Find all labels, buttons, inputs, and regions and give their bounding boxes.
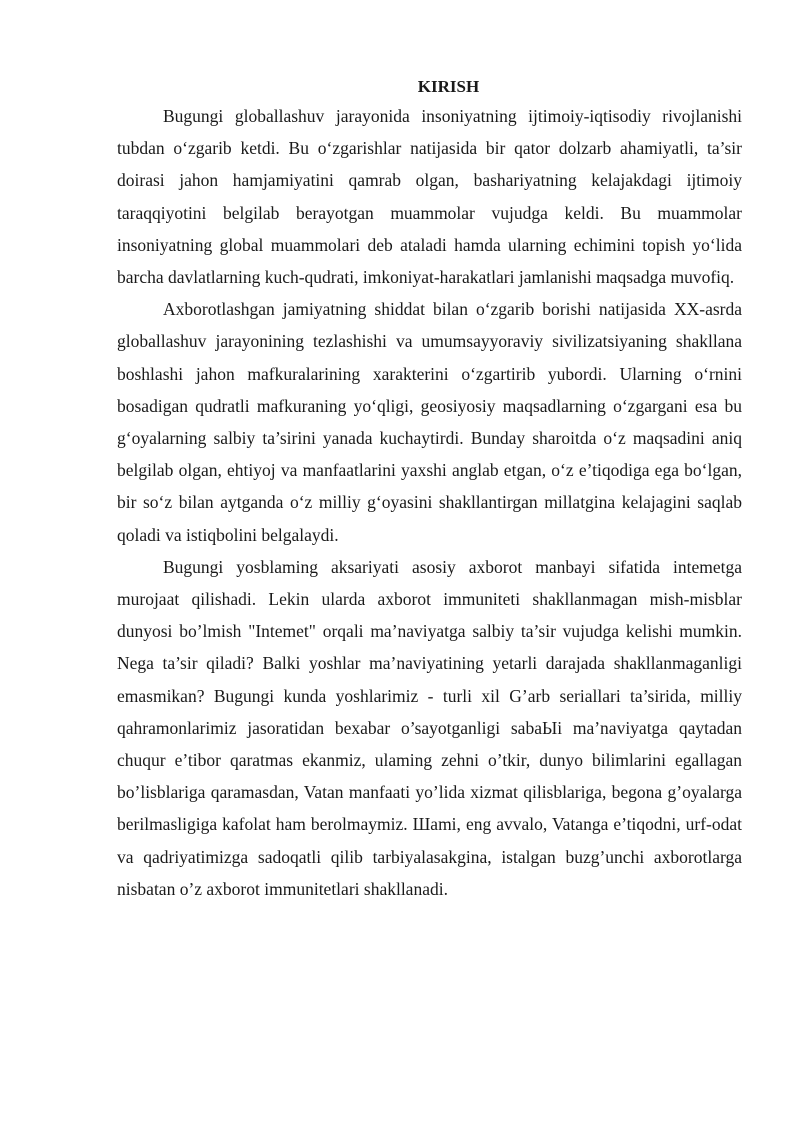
page-title: KIRISH [417, 77, 480, 96]
paragraph-3: Bugungi yosblaming aksariyati asosiy axborot manbayi sifatida intemetga murojaat qilishadi. Lekin ularda axborot immuniteti shakllanmagan mish-misblar dunyosi bo’lmish "Intemet" orqali ma’naviyatga salbiy ta’sir vujudga kelishi mumkin. Nega ta’sir qiladi? Balki yoshlar ma’naviyatining yetarli darajada shakllanmaganligi emasmikan? Bugungi kunda yoshlarimiz - turli xil G’arb seriallari ta’sirida, milliy qahramonlarimiz jasoratidan bexabar o’sayotganligi sabaЫi ma’naviyatga qaytadan chuqur e’tibor qaratmas ekanmiz, ulaming zehni o’tkir, dunyo bilimlarini egallagan bo’lisblariga qaramasdan, Vatan manfaati yo’lida xizmat qilisblariga, begona g’oyalarga berilmasligiga kafolat ham berolmaymiz. Шami, eng avvalo, Vatanga e’tiqodni, urf-odat va qadriyatimizga sadoqatli qilib tarbiyalasakgina, istalgan buzg’unchi axborotlarga nisbatan o’z axborot immunitetlari shakllanadi. [117, 556, 742, 899]
paragraph-2: Axborotlashgan jamiyatning shiddat bilan o‘zgarib borishi natijasida XX-asrda globallashuv jarayonining tezlashishi va umumsayyoraviy sivilizatsiyaning shakllana boshlashi jahon mafkuralarining xarakterini o‘zgartirib yubordi. Ularning o‘rnini bosadigan qudratli mafkuraning yo‘qligi, geosiyosiy maqsadlarning o‘zgargani esa bu g‘oyalarning salbiy ta’sirini yanada kuchaytirdi. Bunday sharoitda o‘z maqsadini aniq belgilab olgan, ehtiyoj va manfaatlarini yaxshi anglab etgan, o‘z e’tiqodiga ega bo‘lgan, bir so‘z bilan aytganda o‘z milliy g‘oyasini shakllantirgan millatgina kelajagini saqlab qoladi va istiqbolini belgalaydi. [117, 299, 742, 545]
paragraph-1: Bugungi globallashuv jarayonida insoniyatning ijtimoiy-iqtisodiy rivojlanishi tubdan o‘zgarib ketdi. Bu o‘zgarishlar natijasida bir qator dolzarb ahamiyatli, ta’sir doirasi jahon hamjamiyatini qamrab olgan, bashariyatning kelajakdagi ijtimoiy taraqqiyotini belgilab berayotgan muammolar vujudga keldi. Bu muammolar insoniyatning global muammolari deb ataladi hamda ularning echimini topish yo‘lida barcha davlatlarning kuch-qudrati, imkoniyat-harakatlari jamlanishi maqsadga muvofiq. [117, 106, 742, 288]
document-body [117, 74, 742, 905]
